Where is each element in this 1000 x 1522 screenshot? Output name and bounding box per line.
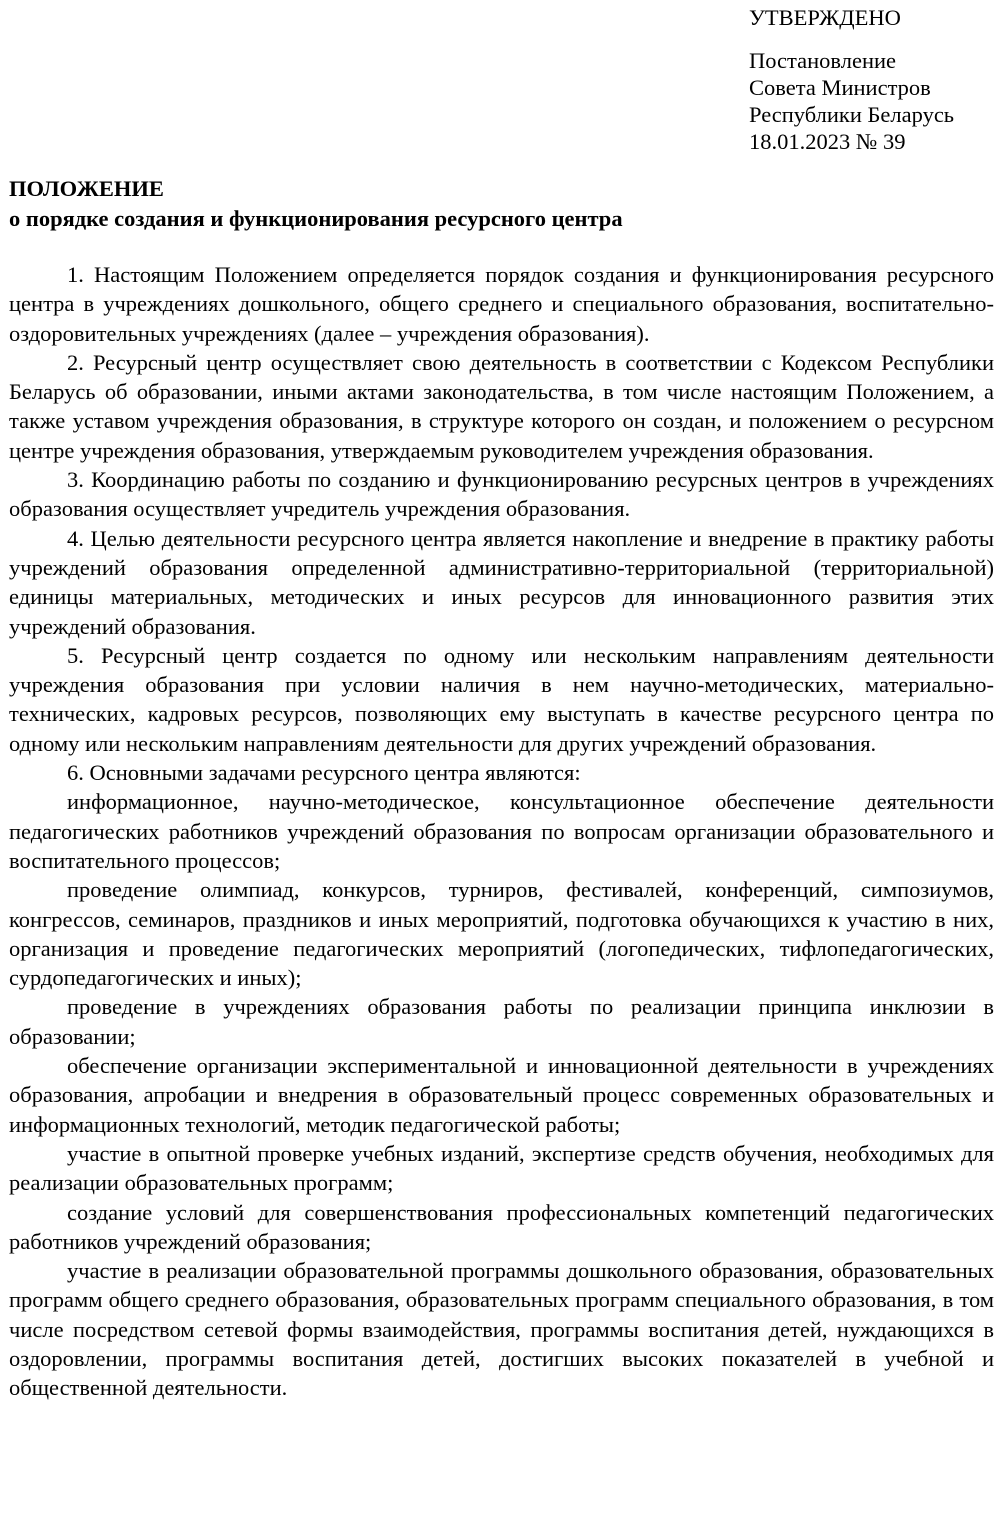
paragraph-1: 1. Настоящим Положением определяется порядок создания и функционирования ресурсного центра в учреждениях дошкольного, общего среднего и специального образования, воспитательно-оздоровительных учреждениях (далее – учреждения образования).: [9, 262, 994, 346]
approval-heading: УТВЕРЖДЕНО: [749, 5, 901, 30]
task-item: информационное, научно-методическое, консультационное обеспечение деятельности педагогических работников учреждений образования по вопросам организации образовательного и воспитательного процессов;: [9, 789, 994, 873]
paragraph-3: 3. Координацию работы по созданию и функционированию ресурсных центров в учреждениях образования осуществляет учредитель учреждения образования.: [9, 467, 994, 522]
document-title: [9, 174, 994, 234]
approval-line-resolution: Постановление: [749, 48, 897, 73]
paragraph-5: 5. Ресурсный центр создается по одному или нескольким направлениям деятельности учреждения образования при условии наличия в нем научно-методических, материально-технических, кадровых ресурсов, позволяющих ему выступать в качестве ресурсного центра по одному или нескольким направлениям деятельности для других учреждений образования.: [9, 642, 994, 756]
paragraph-4: 4. Целью деятельности ресурсного центра является накопление и внедрение в практику работы учреждений образования определенной административно-территориальной (территориальной) единицы материальных, методических и иных ресурсов для инновационного развития этих учреждений образования.: [9, 525, 994, 639]
title-subtitle: о порядке создания и функционирования ресурсного центра: [9, 206, 623, 231]
paragraph-2: 2. Ресурсный центр осуществляет свою деятельность в соответствии с Кодексом Республики Беларусь об образовании, иными актами законодательства, в том числе настоящим Положением, а также уставом учреждения образования, в структуре которого он создан, и положением о ресурсном центре учреждения образования, утверждаемым руководителем учреждения образования.: [9, 349, 994, 463]
task-item: участие в реализации образовательной программы дошкольного образования, образовательных программ общего среднего образования, образовательных программ специального образования, в том числе посредством сетевой формы взаимодействия, программы воспитания детей, нуждающихся в оздоровлении, программы воспитания детей, достигших высоких показателей в учебной и общественной деятельности.: [9, 1258, 994, 1401]
task-item: обеспечение организации экспериментальной и инновационной деятельности в учреждениях образования, апробации и внедрения в образовательный процесс современных образовательных и информационных технологий, методик педагогической работы;: [9, 1053, 994, 1137]
document-body: [9, 260, 994, 1403]
approval-line-republic: Республики Беларусь: [749, 102, 955, 127]
title-main: ПОЛОЖЕНИЕ: [9, 176, 164, 201]
task-item: проведение олимпиад, конкурсов, турниров, фестивалей, конференций, симпозиумов, конгрессов, семинаров, праздников и иных мероприятий, подготовка обучающихся к участию в них, организация и проведение педагогических мероприятий (логопедических, тифлопедагогических, сурдопедагогических и иных);: [9, 877, 994, 991]
approval-line-date-number: 18.01.2023 № 39: [749, 129, 906, 154]
paragraph-6: 6. Основными задачами ресурсного центра являются:: [67, 760, 581, 786]
task-item: проведение в учреждениях образования работы по реализации принципа инклюзии в образовании;: [9, 994, 994, 1049]
task-item: участие в опытной проверке учебных изданий, экспертизе средств обучения, необходимых для реализации образовательных программ;: [9, 1140, 994, 1196]
task-item: создание условий для совершенствования профессиональных компетенций педагогических работников учреждений образования;: [9, 1199, 994, 1254]
approval-stamp-block: [749, 4, 997, 155]
approval-line-council: Совета Министров: [749, 75, 931, 100]
